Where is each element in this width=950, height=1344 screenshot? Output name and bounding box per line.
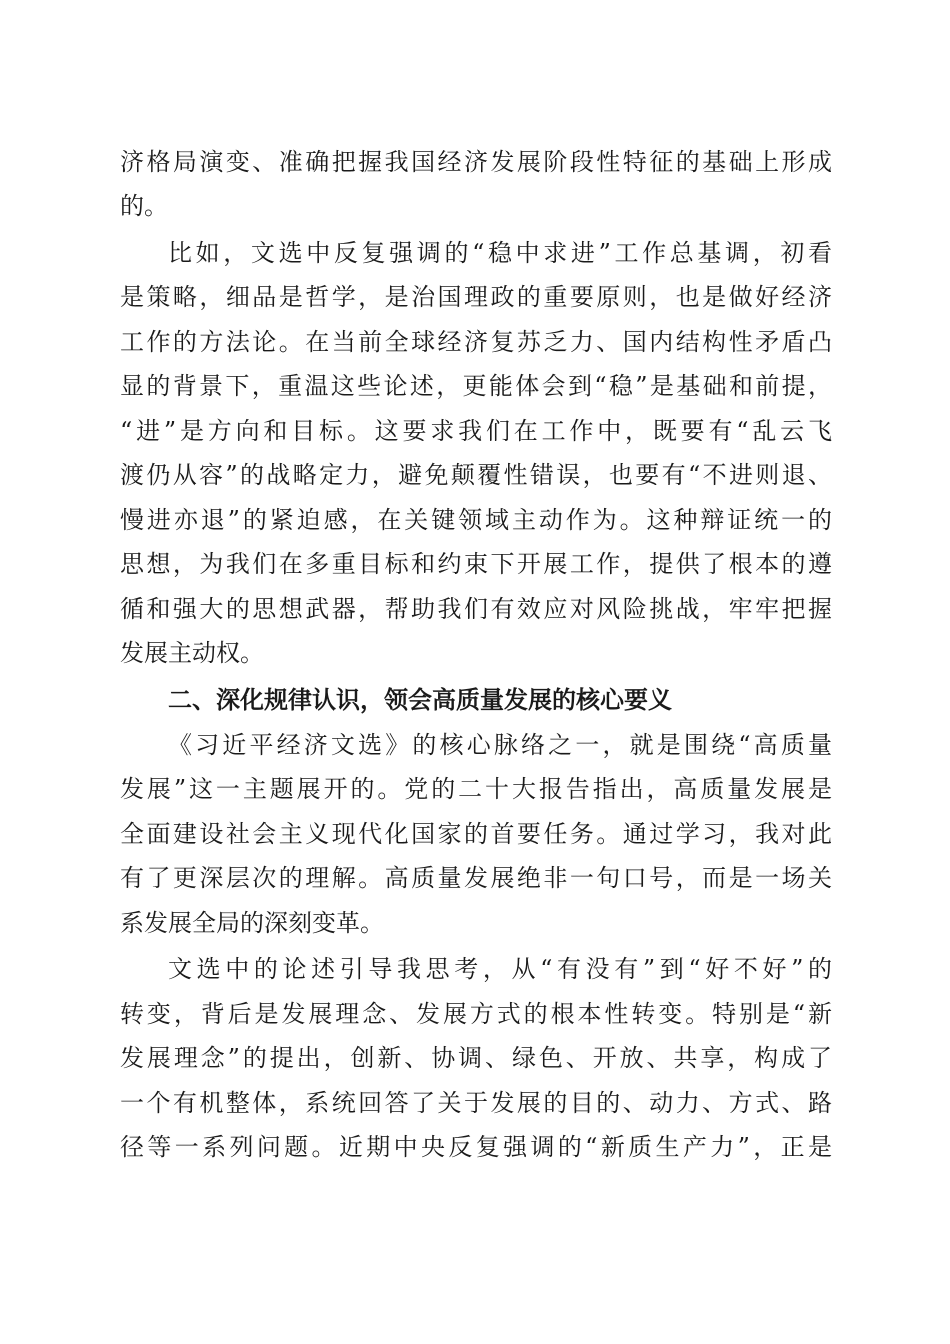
text-line: 慢进亦退”的紧迫感，在关键领域主动作为。这种辩证统一的 xyxy=(120,506,832,534)
text-line: 思想，为我们在多重目标和约束下开展工作，提供了根本的遵 xyxy=(120,550,832,578)
text-line: 有了更深层次的理解。高质量发展绝非一句口号，而是一场关 xyxy=(120,864,832,892)
text-line: 发展主动权。 xyxy=(120,639,264,667)
paragraph-first-line: 比如，文选中反复强调的“稳中求进”工作总基调，初看 xyxy=(168,239,832,267)
paragraph-first-line: 《习近平经济文选》的核心脉络之一，就是围绕“高质量 xyxy=(168,731,832,759)
text-line: 显的背景下，重温这些论述，更能体会到“稳”是基础和前提， xyxy=(120,372,832,400)
text-line: 济格局演变、准确把握我国经济发展阶段性特征的基础上形成 xyxy=(120,148,832,176)
text-line: 的。 xyxy=(120,192,168,220)
text-line: 一个有机整体，系统回答了关于发展的目的、动力、方式、路 xyxy=(120,1089,832,1117)
text-line: 工作的方法论。在当前全球经济复苏乏力、国内结构性矛盾凸 xyxy=(120,328,832,356)
text-line: 发展”这一主题展开的。党的二十大报告指出，高质量发展是 xyxy=(120,775,832,803)
text-line: 渡仍从容”的战略定力，避免颠覆性错误，也要有“不进则退、 xyxy=(120,461,832,489)
text-line: “进”是方向和目标。这要求我们在工作中，既要有“乱云飞 xyxy=(120,417,832,445)
text-line: 系发展全局的深刻变革。 xyxy=(120,909,384,937)
text-line: 全面建设社会主义现代化国家的首要任务。通过学习，我对此 xyxy=(120,820,832,848)
text-line: 是策略，细品是哲学，是治国理政的重要原则，也是做好经济 xyxy=(120,283,832,311)
text-line: 循和强大的思想武器，帮助我们有效应对风险挑战，牢牢把握 xyxy=(120,595,832,623)
section-heading: 二、深化规律认识，领会高质量发展的核心要义 xyxy=(168,686,672,714)
text-line: 发展理念”的提出，创新、协调、绿色、开放、共享，构成了 xyxy=(120,1044,832,1072)
paragraph-first-line: 文选中的论述引导我思考，从“有没有”到“好不好”的 xyxy=(168,955,832,983)
text-line: 转变，背后是发展理念、发展方式的根本性转变。特别是“新 xyxy=(120,1000,832,1028)
text-line: 径等一系列问题。近期中央反复强调的“新质生产力”，正是 xyxy=(120,1133,832,1161)
